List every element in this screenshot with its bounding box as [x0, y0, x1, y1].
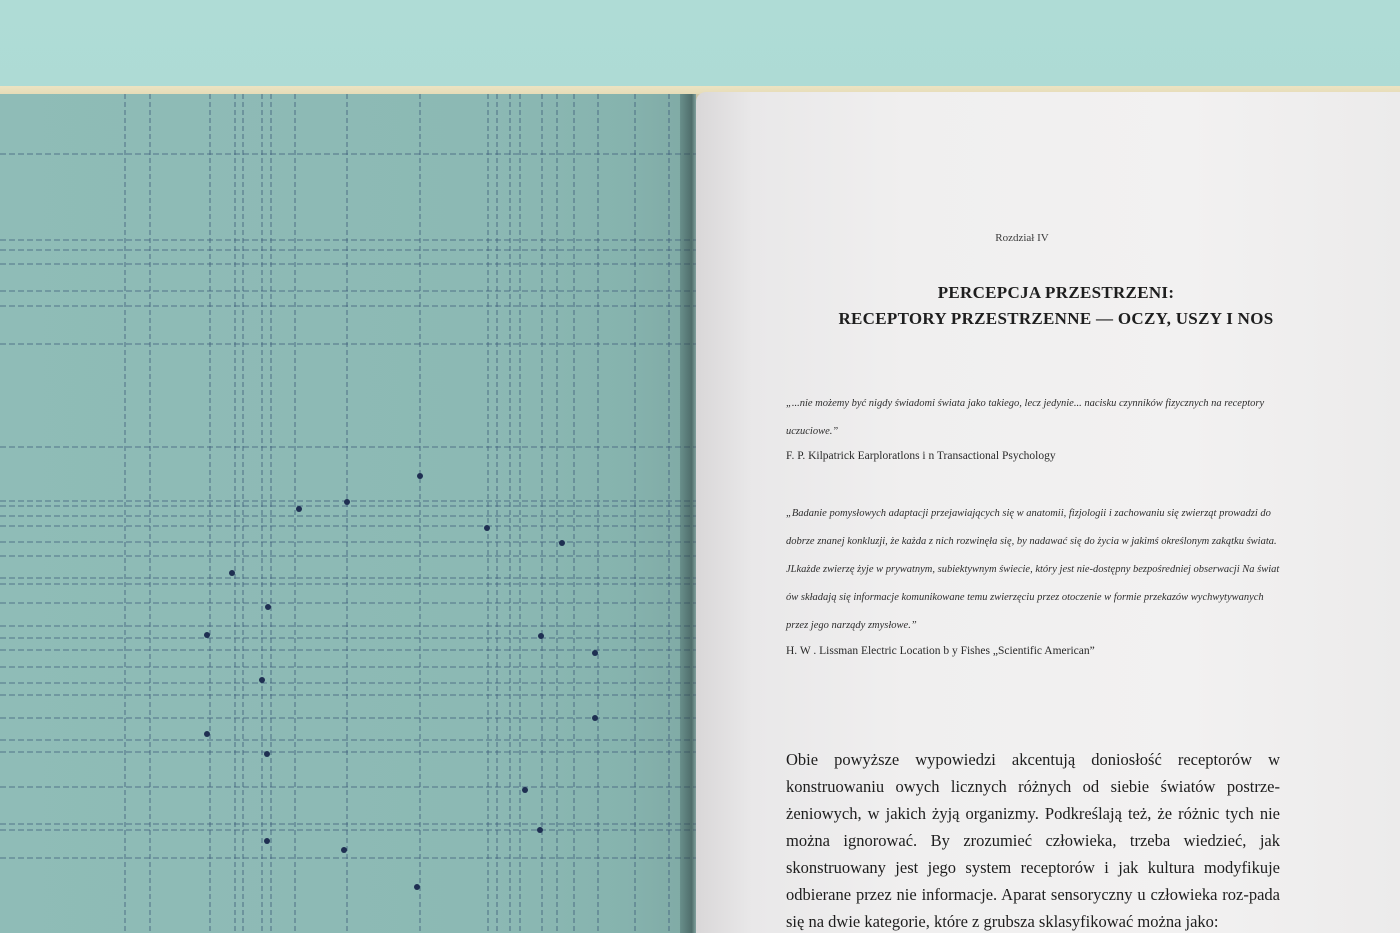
grid-dot	[522, 787, 528, 793]
grid-dot	[204, 731, 210, 737]
chapter-label: Rozdział IV	[995, 232, 1049, 244]
grid-dot	[204, 632, 210, 638]
grid-dot	[538, 633, 544, 639]
grid-dot	[265, 604, 271, 610]
grid-dot	[341, 847, 347, 853]
epigraph-citation-1: F. P. Kilpatrick Earploratlons i n Transactional Psychology	[786, 450, 1056, 462]
grid-dot	[537, 827, 543, 833]
grid-dot	[414, 884, 420, 890]
grid-dot	[559, 540, 565, 546]
left-page-grid-illustration	[0, 94, 696, 933]
epigraph-quote-1: „...nie możemy być nigdy świadomi świata jako takiego, lecz jedynie... nacisku czynników fizycznych na receptory uczuciowe.”	[786, 398, 1265, 437]
grid-dot	[592, 715, 598, 721]
right-page	[696, 92, 1400, 933]
grid-dot	[417, 473, 423, 479]
grid-dot	[484, 525, 490, 531]
grid-dot	[259, 677, 265, 683]
dashed-grid-graphic	[0, 94, 696, 933]
body-paragraph: Obie powyższe wypowiedzi akcentują doniosłość receptorów w konstruowaniu owych licznych różnych od siebie światów postrze-żeniowych, w jakich żyją organizmy. Podkreślają też, że różnic tych nie można ignorować. By zrozumieć człowieka, trzeba wiedzieć, jak skonstruowany jest jego system receptorów i jak kultura modyfikuje odbierane przez nie informacje. Aparat sensoryczny u człowieka roz-pada się na dwie kategorie, które z grubsza sklasyfikować można jako:	[786, 750, 1280, 931]
grid-dot	[344, 499, 350, 505]
chapter-title-line2: RECEPTORY PRZESTRZENNE — OCZY, USZY I NOS	[838, 309, 1274, 328]
grid-dot	[264, 751, 270, 757]
chapter-title	[756, 280, 1356, 332]
epigraph-quote-2: „Badanie pomysłowych adaptacji przejawiających się w anatomii, fizjologii i zachowaniu się zwierząt prowadzi do dobrze znanej konkluzji, że każda z nich rozwinęła się, by nadawać się do życia w jakimś określonym zakątku świata. JLkażde zwierzę żyje w prywatnym, subiektywnym świecie, który jest nie-dostępny bezpośredniej obserwacji Na świat ów składają się informacje komunikowane temu zwierzęciu przez otoczenie w formie przekazów wychwytywanych przez jego narządy zmysłowe.”	[786, 508, 1280, 631]
grid-dot	[229, 570, 235, 576]
grid-dot	[264, 838, 270, 844]
grid-dot	[296, 506, 302, 512]
grid-dot	[592, 650, 598, 656]
epigraph-citation-2: H. W . Lissman Electric Location b y Fishes „Scientific American”	[786, 645, 1095, 657]
chapter-title-line1: PERCEPCJA PRZESTRZENI:	[937, 283, 1175, 302]
